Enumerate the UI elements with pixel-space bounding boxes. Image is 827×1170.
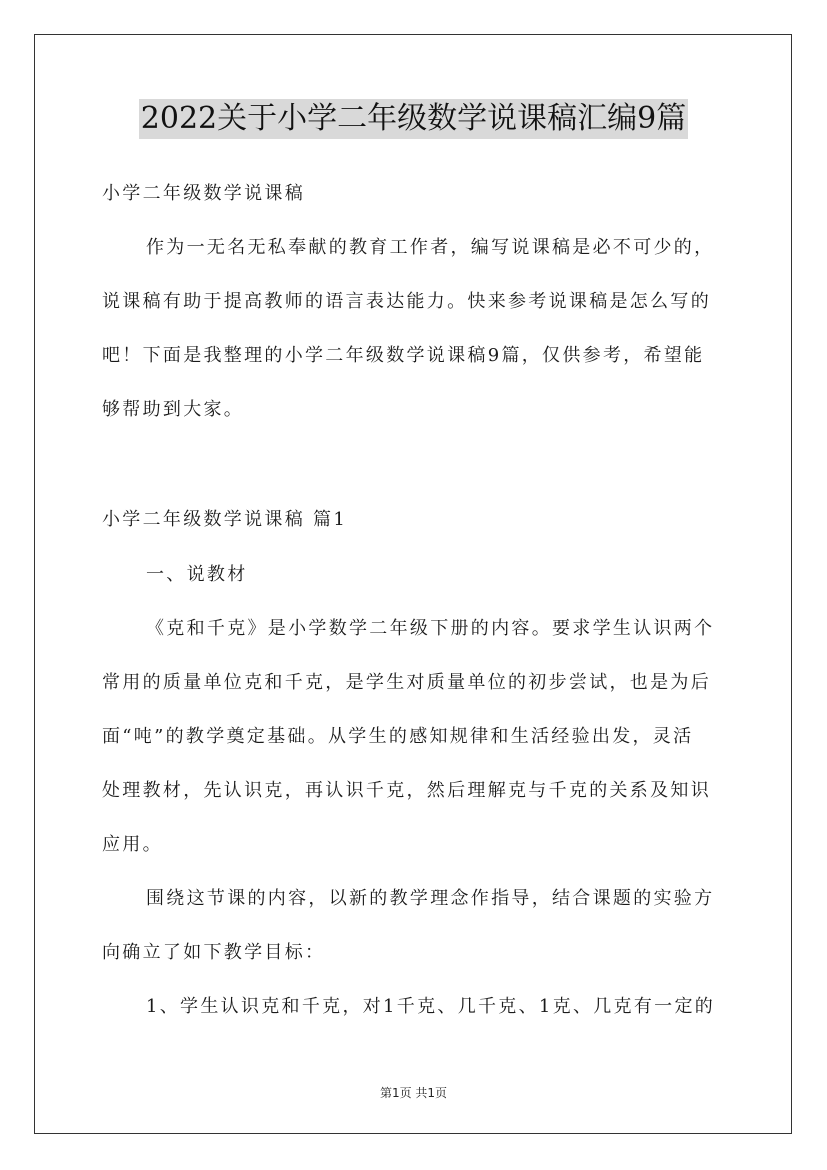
- document-title: 2022关于小学二年级数学说课稿汇编9篇: [139, 99, 688, 139]
- paragraph-line: 围绕这节课的内容，以新的教学理念作指导，结合课题的实验方: [146, 888, 715, 909]
- paragraph-line: 说课稿有助于提高教师的语言表达能力。快来参考说课稿是怎么写的: [102, 291, 711, 312]
- paragraph-line: 面“吨”的教学奠定基础。从学生的感知规律和生活经验出发，灵活: [102, 726, 694, 747]
- paragraph-line: 常用的质量单位克和千克，是学生对质量单位的初步尝试，也是为后: [102, 672, 711, 693]
- paragraph-line: 吧！下面是我整理的小学二年级数学说课稿9篇，仅供参考，希望能: [102, 345, 705, 366]
- paragraph-line: 够帮助到大家。: [102, 399, 245, 420]
- doc-subtitle: 小学二年级数学说课稿: [102, 183, 305, 204]
- section-heading: 小学二年级数学说课稿 篇1: [102, 509, 348, 530]
- subsection-heading: 一、说教材: [146, 564, 248, 585]
- paragraph-line: 处理教材，先认识克，再认识千克，然后理解克与千克的关系及知识: [102, 780, 711, 801]
- paragraph-line: 向确立了如下教学目标：: [102, 942, 326, 963]
- paragraph-line: 1、学生认识克和千克，对1千克、几千克、1克、几克有一定的: [146, 996, 716, 1017]
- paragraph-line: 应用。: [102, 834, 163, 855]
- title-container: [0, 99, 827, 139]
- paragraph-line: 作为一无名无私奉献的教育工作者，编写说课稿是必不可少的，: [146, 237, 715, 258]
- paragraph-line: 《克和千克》是小学数学二年级下册的内容。要求学生认识两个: [146, 618, 715, 639]
- page-footer: 第1页 共1页: [379, 1086, 448, 1100]
